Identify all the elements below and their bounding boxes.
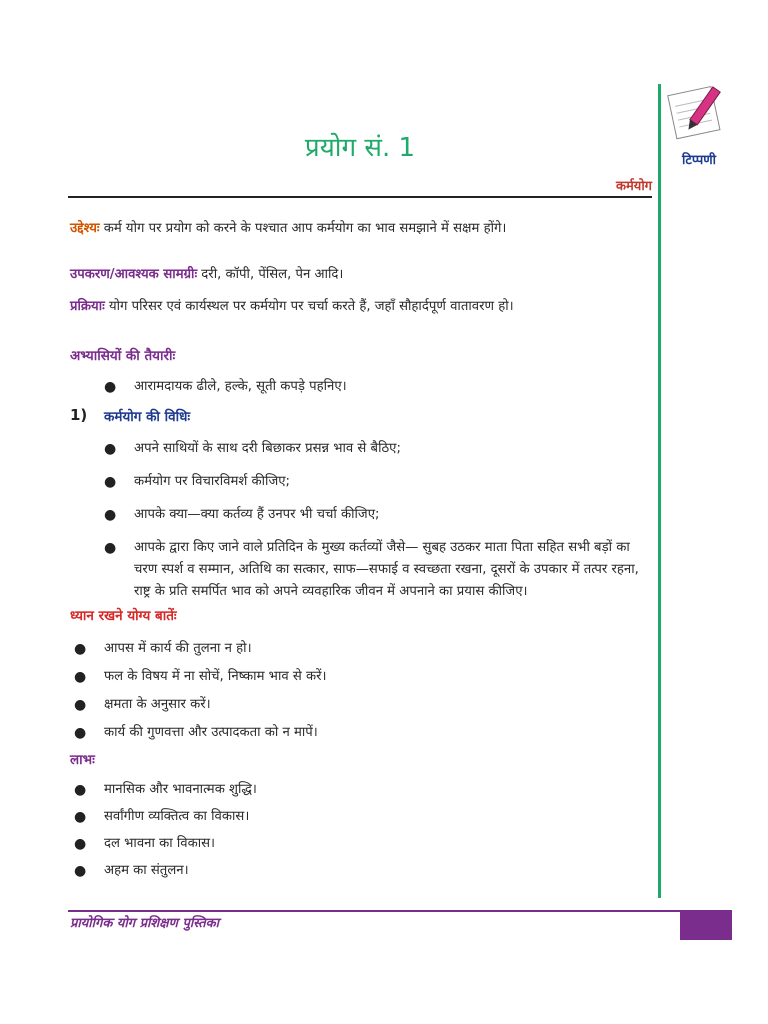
preparation-list [104,376,650,398]
bullet: ● [104,441,117,457]
list-item: ● अपने साथियों के साथ दरी बिछाकर प्रसन्न भाव से बैठिए; [134,438,650,460]
process-text: योग परिसर एवं कार्यस्थल पर कर्मयोग पर चर्चा करते हैं, जहाँ सौहार्दपूर्ण वातावरण हो। [104,299,514,314]
bullet: ● [104,379,117,395]
bullet: ● [74,782,87,798]
materials-text: दरी, कॉपी, पेंसिल, पेन आदि। [197,267,344,282]
bullet: ● [74,641,87,657]
list-item: ● क्षमता के अनुसार करें। [104,694,650,716]
bullet: ● [104,540,117,556]
list-item: ● कार्य की गुणवत्ता और उत्पादकता को न मापें। [104,722,650,744]
precautions-list [74,638,650,744]
process-paragraph [70,296,650,318]
bullet: ● [74,863,87,879]
footer-title: प्रायोगिक योग प्रशिक्षण पुस्तिका [70,916,220,931]
list-item: ● मानसिक और भावनात्मक शुद्धि। [104,779,650,801]
materials-label: उपकरण/आवश्यक सामग्रीः [70,267,198,282]
bullet: ● [74,836,87,852]
precautions-heading: ध्यान रखने योग्य बातेंः [70,608,177,624]
bullet: ● [74,809,87,825]
objective-text: कर्म योग पर प्रयोग को करने के पश्चात आप कर्मयोग का भाव समझाने में सक्षम होंगे। [99,221,507,236]
method-list [104,438,650,603]
list-item: ● आपके क्या—क्या कर्तव्य हैं उनपर भी चर्चा कीजिए; [134,504,650,526]
benefits-heading: लाभः [70,752,95,768]
margin-note-label: टिप्पणी [681,153,717,168]
page-title: प्रयोग सं. 1 [304,133,416,163]
list-item: ● फल के विषय में ना सोचें, निष्काम भाव से करें। [104,666,650,688]
section-label: कर्मयोग [616,179,652,194]
benefits-list [74,779,650,882]
bullet: ● [104,474,117,490]
bullet: ● [74,725,87,741]
objective-label: उद्देश्यः [70,221,100,236]
list-item: ● दल भावना का विकास। [104,833,650,855]
method-number: 1) [70,406,88,424]
method-heading: कर्मयोग की विधिः [104,409,191,425]
materials-paragraph [70,264,650,286]
bullet: ● [74,669,87,685]
list-item: ● आपस में कार्य की तुलना न हो। [104,638,650,660]
list-item: ● अहम का संतुलन। [104,860,650,882]
list-item: ● आपके द्वारा किए जाने वाले प्रतिदिन के मुख्य कर्तव्यों जैसे— सुबह उठकर माता पिता सहित सभी बड़ों का चरण स्पर्श व सम्मान, अतिथि का सत्कार, साफ—सफाई व स्वच्छता रखना, दूसरों के उपकार में तत्पर रहना, राष्ट्र के प्रति समर्पित भाव को अपने व्यवहारिक जीवन में अपनाने का प्रयास कीजिए। [134,537,650,603]
list-item: ● कर्मयोग पर विचारविमर्श कीजिए; [134,471,650,493]
notepad-pen-icon [664,80,730,146]
preparation-heading: अभ्यासियों की तैयारीः [70,348,176,364]
list-item: ● आरामदायक ढीले, हल्के, सूती कपड़े पहनिए। [134,376,650,398]
header-rule [68,196,652,198]
bullet: ● [74,697,87,713]
footer-rule [68,910,732,912]
margin-divider [658,84,661,898]
bullet: ● [104,507,117,523]
list-item: ● सर्वांगीण व्यक्तित्व का विकास। [104,806,650,828]
objective-paragraph [70,218,650,240]
page-number-box [680,912,732,940]
process-label: प्रक्रियाः [70,299,105,314]
